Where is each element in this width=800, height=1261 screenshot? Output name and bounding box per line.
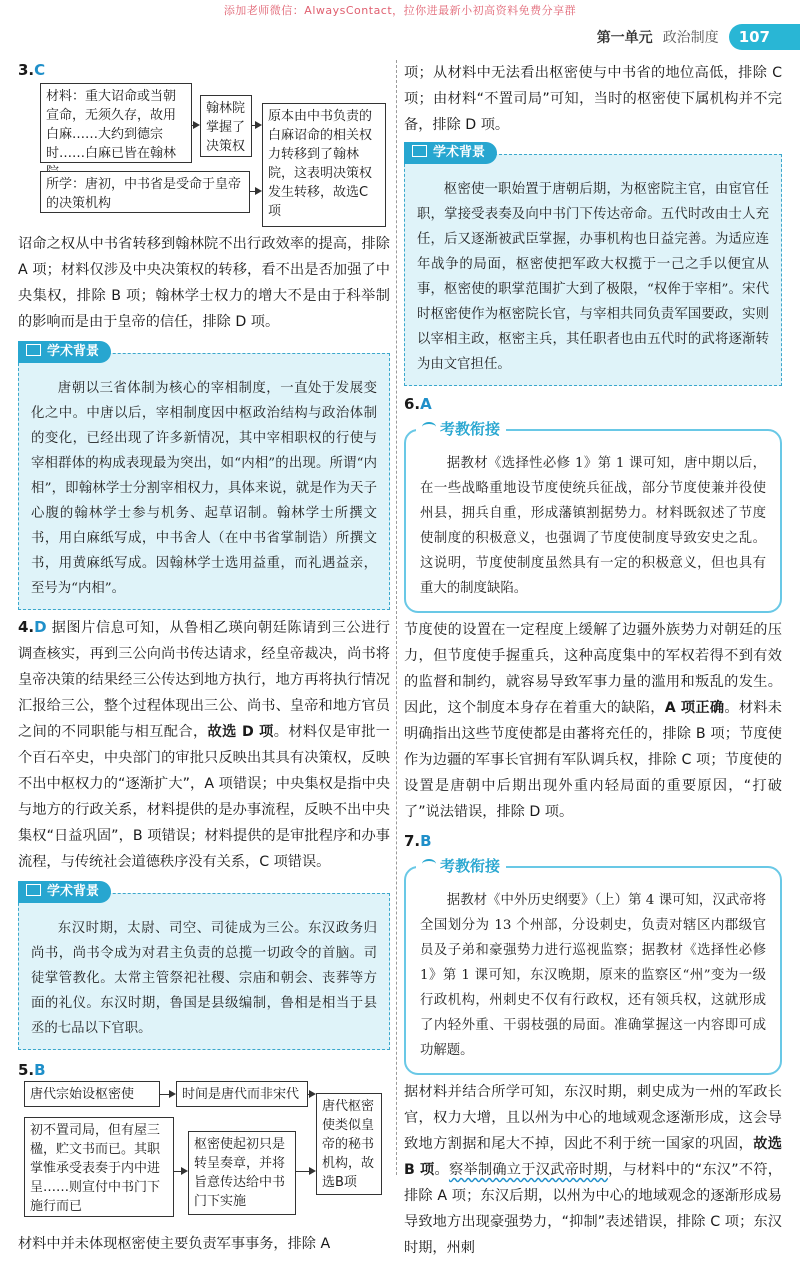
q7-explanation: 据材料并结合所学可知，东汉时期，刺史成为一州的军政长官，权力大增，且以州为中心的地域观念逐渐形成，这会导致地方割据和尾大不掉，因此不利于统一国家的巩固，故选 B 项。察举制确立于汉武帝时期，与材料中的“东汉”不符，排除 A 项；东汉后期，以州为中心的地域观念的逐渐形成易导致地方出现豪强势力，“抑制”表述错误，排除 C 项；东汉时期，州刺 — [404, 1084, 782, 1256]
q3-explanation: 诏命之权从中书省转移到翰林院不出行政效率的提高，排除 A 项；材料仅涉及中央决策权的转移，看不出是否加强了中央集权，排除 B 项；翰林学士权力的增大不是由于科举制的影响而是由于皇帝的信任，排除 D 项。 — [18, 236, 390, 330]
q3-middle-box: 翰林院掌握了决策权 — [200, 95, 252, 157]
q6-link-tag: 考教衔接 — [416, 418, 506, 439]
q5-number: 5.B — [18, 1061, 46, 1079]
unit-label: 第一单元 — [596, 30, 653, 46]
book-icon — [412, 145, 427, 157]
q7-link-tag: 考教衔接 — [416, 855, 506, 876]
q3-background-text: 唐朝以三省体制为核心的宰相制度，一直处于发展变化之中。中唐以后，宰相制度因中枢政治结构与政治体制的变化，已经出现了许多新情况，其中宰相职权的行使与宰相群体的构成表现最为突出，如“内相”的出现。所谓“内相”，即翰林学士分割宰相权力，具体来说，就是作为天子心腹的翰林学士参与机务、起草诏制。翰林学士所撰文书，用白麻纸写成，中书舍人（在中书省掌制诰）所撰文书，用黄麻纸写成。因翰林学士选用益重，而礼遇益亲，至号为“内相”。 — [31, 381, 377, 596]
q5-background-text: 枢密使一职始置于唐朝后期，为枢密院主官，由宦官任职，掌接受表奏及向中书门下传达帝命。五代时改由士人充任，后又逐渐被武臣掌握，办事机构也日益完善。为适应连年战争的局面，枢密使把军政大权揽于一己之手以便宜从事，枢密使的职掌范围扩大到了极限，“权侔于宰相”。宋代时枢密使作为枢密院长官，与宰相共同负责军国要政，实则以宰相主政，枢密主兵，其任职者也由五代时的武将逐渐转为由文官担任。 — [417, 182, 769, 372]
q3-background-tag: 学术背景 — [18, 341, 111, 363]
book-icon — [26, 884, 41, 896]
q5-arrow-2-head — [309, 1090, 316, 1098]
q4-background-text: 东汉时期，太尉、司空、司徒成为三公。东汉政务归尚书，尚书令成为对君主负责的总揽一切政令的首脑。司徒掌管教化。太常主管祭祀社稷、宗庙和朝会、丧葬等方面的礼仪。东汉时期，鲁国是县级编制，鲁相是相当于县丞的七品以下官职。 — [31, 921, 377, 1036]
wave-icon — [422, 422, 436, 432]
q7-number: 7.B — [404, 832, 432, 850]
q4-background-box — [18, 884, 390, 1050]
wave-icon — [422, 859, 436, 869]
q3-background-box — [18, 344, 390, 610]
q5-diagram — [18, 1081, 390, 1231]
watermark: 添加老师微信：AlwaysContact，拉你进最新小初高资料免费分享群 — [223, 4, 577, 17]
topic-label: 政治制度 — [662, 30, 719, 46]
q5-background-tag: 学术背景 — [404, 142, 497, 164]
q6-link-box — [404, 420, 782, 613]
q5-arrow-3-head — [181, 1167, 188, 1175]
q5-box-3: 初不置司局，但有屋三楹，贮文书而已。其职掌惟承受表奏于内中进呈……则宣付中书门下施行而已 — [24, 1117, 174, 1217]
q5-background-box — [404, 145, 782, 386]
q5-result-box: 唐代枢密使类似皇帝的秘书机构，故选B项 — [316, 1093, 382, 1195]
question-5 — [18, 1060, 390, 1257]
page-header — [550, 24, 800, 50]
q3-arrow-1-head — [193, 121, 200, 129]
left-column — [18, 60, 390, 1257]
page-number: 107 — [729, 24, 800, 50]
q5-explanation: 材料中并未体现枢密使主要负责军事事务，排除 A — [18, 1236, 331, 1252]
q5-box-4: 枢密使起初只是转呈奏章，并将旨意传达给中书门下实施 — [188, 1131, 296, 1215]
q6-number: 6.A — [404, 395, 432, 413]
q4-explanation: 4.D 据图片信息可知，从鲁相乙瑛向朝廷陈请到三公进行调查核实，再到三公向尚书传达请求，经皇帝裁决，尚书将皇帝决策的结果经三公传达到地方执行，地方再将执行情况汇报给三公，整个过程体现出三公、尚书、皇帝和地方官员之间的不同职能与相互配合，故选 D 项。材料仅是审批一个百石卒史，中央部门的审批只反映出其具有决策权，反映不出中枢权力的“逐渐扩大”，A 项错误；中央集权是指中央与地方的行政关系，材料提供的是办事流程，反映不出中央集权“日益巩固”，B 项错误；材料提供的是审批程序和办事流程，与传统社会道德秩序没有关系，C 项错误。 — [18, 618, 390, 870]
q3-known-box: 所学：唐初，中书省是受命于皇帝的决策机构 — [40, 171, 250, 213]
q5-arrow-1-head — [169, 1090, 176, 1098]
q3-arrow-3-head — [255, 187, 262, 195]
question-3 — [18, 60, 390, 610]
q7-link-text: 据教材《中外历史纲要》（上）第 4 课可知，汉武帝将全国划分为 13 个州部，分设刺史，负责对辖区内郡级官员及子弟和豪强势力进行巡视监察；据教材《选择性必修 1》第 1 课可知，东汉晚期，原来的监察区“州”变为一级行政机构，州刺史不仅有行政权，还有领兵权，这就形成了内轻外重、干弱枝强的局面。准确掌握这一内容即可成功解题。 — [420, 893, 766, 1058]
q6-link-text: 据教材《选择性必修 1》第 1 课可知，唐中期以后，在一些战略重地设节度使统兵征战，部分节度使兼并役使州县，拥兵自重，形成藩镇割据势力。材料既叙述了节度使制度的积极意义，也强调了节度使制度导致安史之乱。这说明，节度使制度虽然具有一定的积极意义，但也具有重大的制度缺陷。 — [420, 456, 766, 596]
q7-link-box — [404, 857, 782, 1075]
q5-box-1: 唐代宗始设枢密使 — [24, 1081, 160, 1107]
q3-result-box: 原本由中书负责的白麻诏命的相关权力转移到了翰林院，这表明决策权发生转移，故选C项 — [262, 103, 386, 227]
column-divider — [396, 60, 398, 1175]
book-icon — [26, 344, 41, 356]
q3-number: 3.C — [18, 61, 46, 79]
question-7 — [404, 831, 782, 1261]
q5-arrow-4 — [296, 1171, 310, 1172]
right-column — [404, 60, 782, 1261]
q3-material-box: 材料：重大诏命或当朝宣命，无须久存，故用白麻……大约到德宗时……白麻已皆在翰林 — [40, 83, 192, 163]
q5-arrow-1 — [160, 1094, 169, 1095]
q3-arrow-2-head — [255, 121, 262, 129]
q5-arrow-4-head — [309, 1167, 316, 1175]
question-4 — [18, 614, 390, 1050]
q5-explanation-continued: 项；从材料中无法看出枢密使与中书省的地位高低，排除 C 项；由材料“不置司局”可知，当时的枢密使下属机构并不完备，排除 D 项。 — [404, 65, 782, 133]
q6-explanation: 节度使的设置在一定程度上缓解了边疆外族势力对朝廷的压力，但节度使手握重兵，这种高度集中的军权若得不到有效的监督和制约，就容易导致军事力量的滥用和叛乱的发生。因此，这个制度本身存在着重大的缺陷，A 项正确。材料未明确指出这些节度使都是由蕃将充任的，排除 B 项；节度使作为边疆的军事长官拥有军队调兵权，排除 C 项；节度使的设置是唐朝中后期出现外重内轻局面的重要原因，“打破了”说法错误，排除 D 项。 — [404, 622, 782, 820]
q4-background-tag: 学术背景 — [18, 881, 111, 903]
q5-box-2: 时间是唐代而非宋代 — [176, 1081, 308, 1107]
q3-diagram — [18, 81, 390, 231]
question-6 — [404, 394, 782, 825]
